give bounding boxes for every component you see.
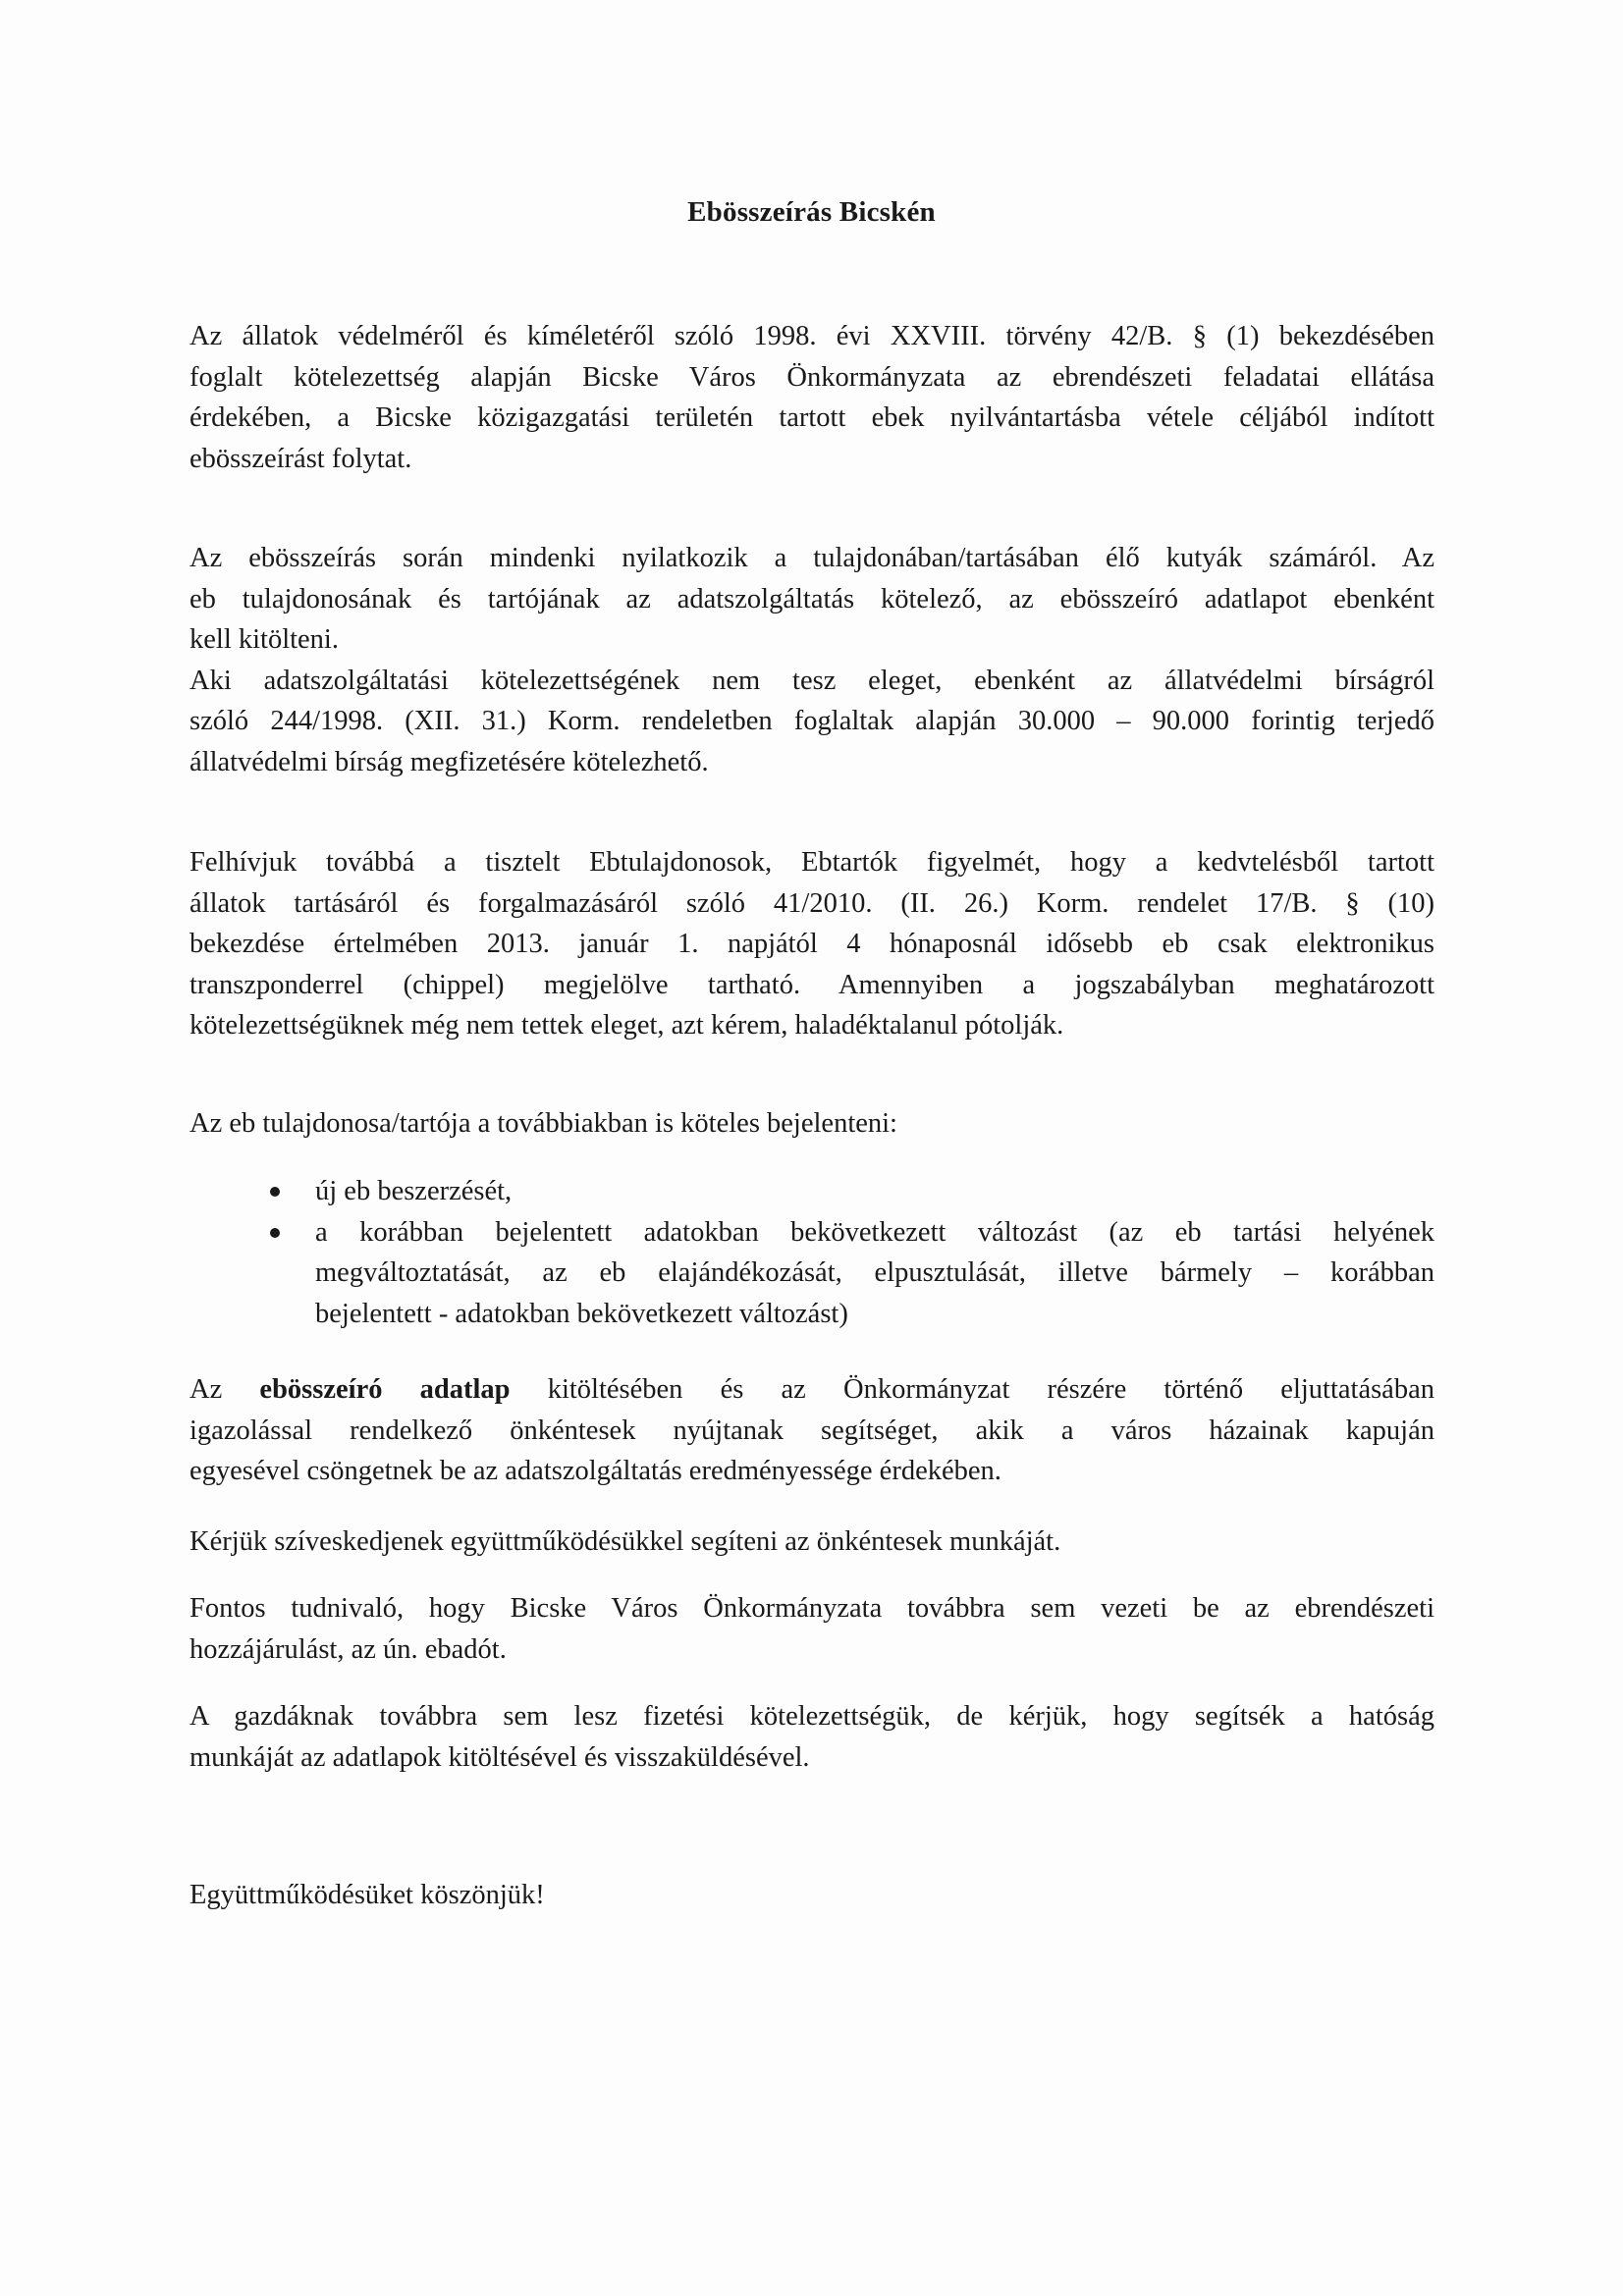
text-line: állatvédelmi bírság megfizetésére kötelezhető. xyxy=(189,746,709,777)
paragraph-chip-requirement xyxy=(189,842,1434,1046)
text-line: szóló 244/1998. (XII. 31.) Korm. rendeletben foglaltak alapján 30.000 – 90.000 forintig terjedő xyxy=(189,706,1434,736)
bullet-icon xyxy=(270,1187,280,1197)
text-line: A gazdáknak továbbra sem lesz fizetési kötelezettségük, de kérjük, hogy segítsék a hatóság xyxy=(189,1701,1434,1732)
text-line: új eb beszerzését, xyxy=(315,1176,513,1206)
text-line xyxy=(189,1369,1434,1411)
text-fragment: Az xyxy=(189,1374,223,1405)
text-line: Együttműködésüket köszönjük! xyxy=(189,1880,545,1910)
paragraph-reporting-duty xyxy=(189,1103,1434,1145)
text-line: ebösszeírást folytat. xyxy=(189,443,412,474)
text-line: Kérjük szíveskedjenek együttműködésükkel segíteni az önkéntesek munkáját. xyxy=(189,1526,1061,1557)
form-name-bold: ebösszeíró adatlap xyxy=(259,1374,511,1405)
document-title: Ebösszeírás Bicskén xyxy=(687,196,936,228)
text-line: hozzájárulást, az ún. ebadót. xyxy=(189,1633,507,1665)
paragraph-no-dog-tax xyxy=(189,1588,1434,1670)
bullet-icon xyxy=(270,1228,280,1238)
text-line: Az állatok védelméről és kíméletéről szóló 1998. évi XXVIII. törvény 42/B. § (1) bekezdésében xyxy=(189,321,1434,351)
text-line: állatok tartásáról és forgalmazásáról szóló 41/2010. (II. 26.) Korm. rendelet 17/B. § (10) xyxy=(189,887,1434,919)
text-line: Fontos tudnivaló, hogy Bicske Város Önkormányzata továbbra sem vezeti be az ebrendészeti xyxy=(189,1593,1434,1624)
text-line: a korábban bejelentett adatokban bekövetkezett változást (az eb tartási helyének xyxy=(315,1216,1434,1248)
text-line: kötelezettségüknek még nem tettek eleget, azt kérem, haladéktalanul pótolják. xyxy=(189,1010,1064,1041)
list-item xyxy=(189,1171,1434,1212)
text-line: bekezdése értelmében 2013. január 1. napjától 4 hónaposnál idősebb eb csak elektronikus xyxy=(189,929,1434,959)
reporting-bullet-list xyxy=(189,1171,1434,1334)
text-line: eb tulajdonosának és tartójának az adatszolgáltatás kötelező, az ebösszeíró adatlapot ebenként xyxy=(189,583,1434,614)
list-item xyxy=(189,1212,1434,1335)
text-line: transzponderrel (chippel) megjelölve tartható. Amennyiben a jogszabályban meghatározott xyxy=(189,969,1434,1000)
text-line: Az eb tulajdonosa/tartója a továbbiakban is köteles bejelenteni: xyxy=(189,1108,897,1139)
closing-thanks xyxy=(189,1875,1434,1916)
text-line: Az ebösszeírás során mindenki nyilatkozik a tulajdonában/tartásában élő kutyák számáról. Az xyxy=(189,543,1434,573)
text-line: Felhívjuk továbbá a tisztelt Ebtulajdonosok, Ebtartók figyelmét, hogy a kedvtelésből tartott xyxy=(189,847,1434,878)
paragraph-volunteers xyxy=(189,1369,1434,1492)
text-line: érdekében, a Bicske közigazgatási területén tartott ebek nyilvántartásba vétele céljából indított xyxy=(189,402,1434,433)
text-fragment: kitöltésében és az Önkormányzat részére történő eljuttatásában xyxy=(547,1374,1434,1405)
text-line: Aki adatszolgáltatási kötelezettségének nem tesz eleget, ebenként az állatvédelmi bírságról xyxy=(189,665,1434,696)
text-line: egyesével csöngetnek be az adatszolgáltatás eredményessége érdekében. xyxy=(189,1456,1001,1486)
paragraph-request xyxy=(189,1522,1434,1563)
text-line: munkáját az adatlapok kitöltésével és visszaküldésével. xyxy=(189,1741,810,1773)
text-line: igazolással rendelkező önkéntesek nyújtanak segítséget, akik a város házainak kapuján xyxy=(189,1415,1434,1446)
paragraph-no-fees xyxy=(189,1696,1434,1778)
text-line: foglalt kötelezettség alapján Bicske Város Önkormányzata az ebrendészeti feladatai ellátása xyxy=(189,361,1434,393)
text-line: kell kitölteni. xyxy=(189,624,339,655)
paragraph-declaration xyxy=(189,538,1434,782)
text-line: bejelentett - adatokban bekövetkezett változást) xyxy=(315,1298,848,1329)
text-line: megváltoztatását, az eb elajándékozását, elpusztulását, illetve bármely – korábban xyxy=(315,1257,1434,1288)
paragraph-legal-basis xyxy=(189,316,1434,479)
